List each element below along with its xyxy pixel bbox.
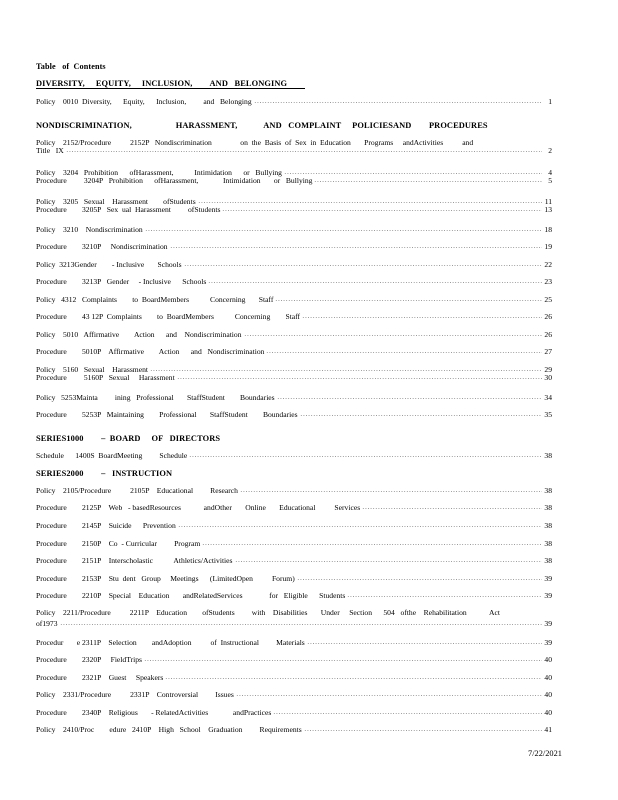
toc-page-number: 1 [548,97,552,106]
toc-entry-2331[interactable] [36,691,552,699]
toc-entry-2340p[interactable] [36,709,552,717]
toc-page-number: 38 [544,451,552,460]
dot-leader [362,508,542,509]
dot-leader [240,491,542,492]
toc-page-number: 29 [544,365,552,374]
toc-entry-2311p[interactable] [36,639,552,647]
dot-leader [273,713,542,714]
toc-entry-1400s[interactable] [36,452,552,460]
toc-entry-text: Procedure 2125P Web - basedResources andOther Online Educational Services [36,503,361,512]
toc-entry-5010p[interactable] [36,348,552,356]
toc-entry-3205[interactable] [36,198,552,215]
dot-leader [144,660,542,661]
toc-page-number: 2 [548,146,552,156]
toc-entry-text: Policy 2331/Procedure 2331P Controversial Issues [36,690,234,699]
toc-page-number: 38 [544,539,552,548]
toc-page-number: 39 [544,591,552,600]
toc-page-number: 39 [544,574,552,583]
toc-entry-text: Procedure 3210P Nondiscrimination [36,242,168,251]
toc-entry-2125p[interactable] [36,504,552,512]
toc-page-number: 26 [544,312,552,321]
dot-leader [198,202,542,203]
dot-leader [314,181,542,182]
toc-page-number: 30 [544,373,552,383]
page-title: Table of Contents [36,62,106,71]
toc-page-number: 5 [548,176,552,186]
dot-leader [307,643,542,644]
toc-entry-2320p[interactable] [36,656,552,664]
toc-entry-text: Procedure 2153P Stu dent Group Meetings (LimitedOpen Forum) [36,574,295,583]
toc-entry-text: Procedure 43 12P Complaints to BoardMembers Concerning Staff [36,312,301,321]
toc-page-number: 41 [544,725,552,734]
toc-entry-5253[interactable] [36,394,552,402]
toc-entry-text: Procedure 3205P Sex ual Harassment ofStudents [36,205,221,215]
dot-leader [60,624,542,625]
toc-entry-2321p[interactable] [36,674,552,682]
toc-entry-text: Procedure 3213P Gender - Inclusive Schools [36,277,207,286]
dot-leader [347,596,542,597]
section-heading-series2000: SERIES2000 – INSTRUCTION [36,469,173,478]
dot-leader [304,730,542,731]
toc-page-number: 40 [544,673,552,682]
toc-entry-3204[interactable] [36,169,552,186]
toc-page-number: 11 [544,197,552,206]
toc-entry-2145p[interactable] [36,522,552,530]
toc-entry-text: Procedure 2145P Suicide Prevention [36,521,176,530]
toc-entry-text: Policy 2105/Procedure 2105P Educational Research [36,486,238,495]
dot-leader [150,370,542,371]
dot-leader [178,526,542,527]
toc-entry-text: Policy 3204 Prohibition ofHarassment, Intimidation or Bullying [36,168,282,177]
toc-entry-2150p[interactable] [36,540,552,548]
toc-entry-2152[interactable] [36,139,552,156]
toc-page-number: 25 [544,295,552,304]
dot-leader [66,151,542,152]
toc-entry-text: Procedure 5010P Affirmative Action and Nondiscrimination [36,347,265,356]
toc-entry-text: Policy 3213Gender - Inclusive Schools [36,260,182,269]
toc-entry-text: Policy 2152/Procedure 2152P Nondiscrimination on the Basis of Sex in Education Programs andActivities and [36,138,474,147]
toc-entry-2410[interactable] [36,726,552,734]
toc-page-number: 26 [544,330,552,339]
toc-entry-2210p[interactable] [36,592,552,600]
section-heading-text: DIVERSITY, EQUITY, INCLUSION, AND BELONGING [36,79,305,88]
toc-entry-3213p[interactable] [36,278,552,286]
dot-leader [297,579,542,580]
toc-entry-text: Procedure 2321P Guest Speakers [36,673,164,682]
toc-page-number: 18 [544,225,552,234]
section-heading-dei [36,79,305,89]
toc-entry-text: Policy 4312 Complaints to BoardMembers Concerning Staff [36,295,274,304]
toc-entry-text: Procedure 5160P Sexual Harassment [36,373,175,383]
toc-entry-text: Procedur e 2311P Selection andAdoption of Instructional Materials [36,638,305,647]
toc-entry-text: Policy 2211/Procedure 2211P Education ofStudents with Disabilities Under Section 504 ofthe Rehabilitation Act [36,608,501,617]
toc-page-number: 39 [544,619,552,629]
dot-leader [184,265,542,266]
dot-leader [145,230,542,231]
toc-page-number: 40 [544,690,552,699]
dot-leader [208,282,542,283]
toc-page-number: 38 [544,556,552,565]
dot-leader [177,378,542,379]
toc-entry-2153p[interactable] [36,575,552,583]
toc-entry-0010[interactable] [36,98,552,106]
dot-leader [235,561,543,562]
toc-entry-text: Policy 0010 Diversity, Equity, Inclusion, and Belonging [36,97,252,106]
toc-page-number: 38 [544,521,552,530]
toc-entry-5253p[interactable] [36,411,552,419]
toc-entry-3210p[interactable] [36,243,552,251]
toc-page-number: 39 [544,638,552,647]
toc-page-number: 13 [544,205,552,215]
dot-leader [236,695,542,696]
toc-entry-text: Policy 5160 Sexual Harassment [36,365,148,374]
toc-entry-text: Procedure 2151P Interscholastic Athletics/Activities [36,556,233,565]
toc-entry-text: Procedure 3204P Prohibition ofHarassment, Intimidation or Bullying [36,176,313,186]
toc-entry-text: Policy 3205 Sexual Harassment ofStudents [36,197,196,206]
dot-leader [266,352,542,353]
toc-entry-2105[interactable] [36,487,552,495]
toc-entry-text: Policy 5253Mainta ining Professional StaffStudent Boundaries [36,393,275,402]
dot-leader [165,678,542,679]
dot-leader [244,335,542,336]
dot-leader [222,210,542,211]
toc-entry-text: Procedure 5253P Maintaining Professional StaffStudent Boundaries [36,410,298,419]
toc-entry-text: Procedure 2320P FieldTrips [36,655,142,664]
toc-page-number: 38 [544,503,552,512]
dot-leader [202,544,542,545]
toc-entry-3213[interactable] [36,261,552,269]
toc-entry-2151p[interactable] [36,557,552,565]
toc-entry-4312[interactable] [36,296,552,304]
toc-entry-3210[interactable] [36,226,552,234]
toc-entry-text: Policy 2410/Proc edure 2410P High School Graduation Requirements [36,725,302,734]
toc-entry-text: Policy 5010 Affirmative Action and Nondiscrimination [36,330,242,339]
toc-entry-5010[interactable] [36,331,552,339]
toc-entry-text: Procedure 2210P Special Education andRelatedServices for Eligible Students [36,591,346,600]
toc-entry-text: Schedule 1400S BoardMeeting Schedule [36,451,188,460]
section-heading-series1000: SERIES1000 – BOARD OF DIRECTORS [36,434,221,443]
toc-page-number: 40 [544,708,552,717]
dot-leader [300,415,542,416]
toc-page-number: 19 [544,242,552,251]
toc-page-number: 40 [544,655,552,664]
dot-leader [189,456,542,457]
toc-entry-2211[interactable] [36,609,552,629]
toc-page-number: 22 [544,260,552,269]
toc-entry-text: Procedure 2150P Co - Curricular Program [36,539,201,548]
section-heading-nondiscrimination: NONDISCRIMINATION, HARASSMENT, AND COMPLAINT POLICIESAND PROCEDURES [36,121,488,130]
toc-entry-text: of1973 [36,619,58,629]
dot-leader [254,102,542,103]
dot-leader [275,300,542,301]
toc-page-number: 27 [544,347,552,356]
toc-entry-text: Title IX [36,146,64,156]
toc-page-number: 34 [544,393,552,402]
dot-leader [284,173,542,174]
dot-leader [170,247,542,248]
toc-page-number: 38 [544,486,552,495]
toc-page-number: 23 [544,277,552,286]
toc-page-number: 35 [544,410,552,419]
toc-entry-4312p[interactable] [36,313,552,321]
toc-page-number: 4 [548,168,552,177]
toc-entry-text: Policy 3210 Nondiscrimination [36,225,143,234]
document-date: 7/22/2021 [528,749,562,758]
dot-leader [302,317,542,318]
toc-entry-text: Procedure 2340P Religious - RelatedActivities andPractices [36,708,272,717]
toc-entry-5160[interactable] [36,366,552,383]
dot-leader [277,398,542,399]
